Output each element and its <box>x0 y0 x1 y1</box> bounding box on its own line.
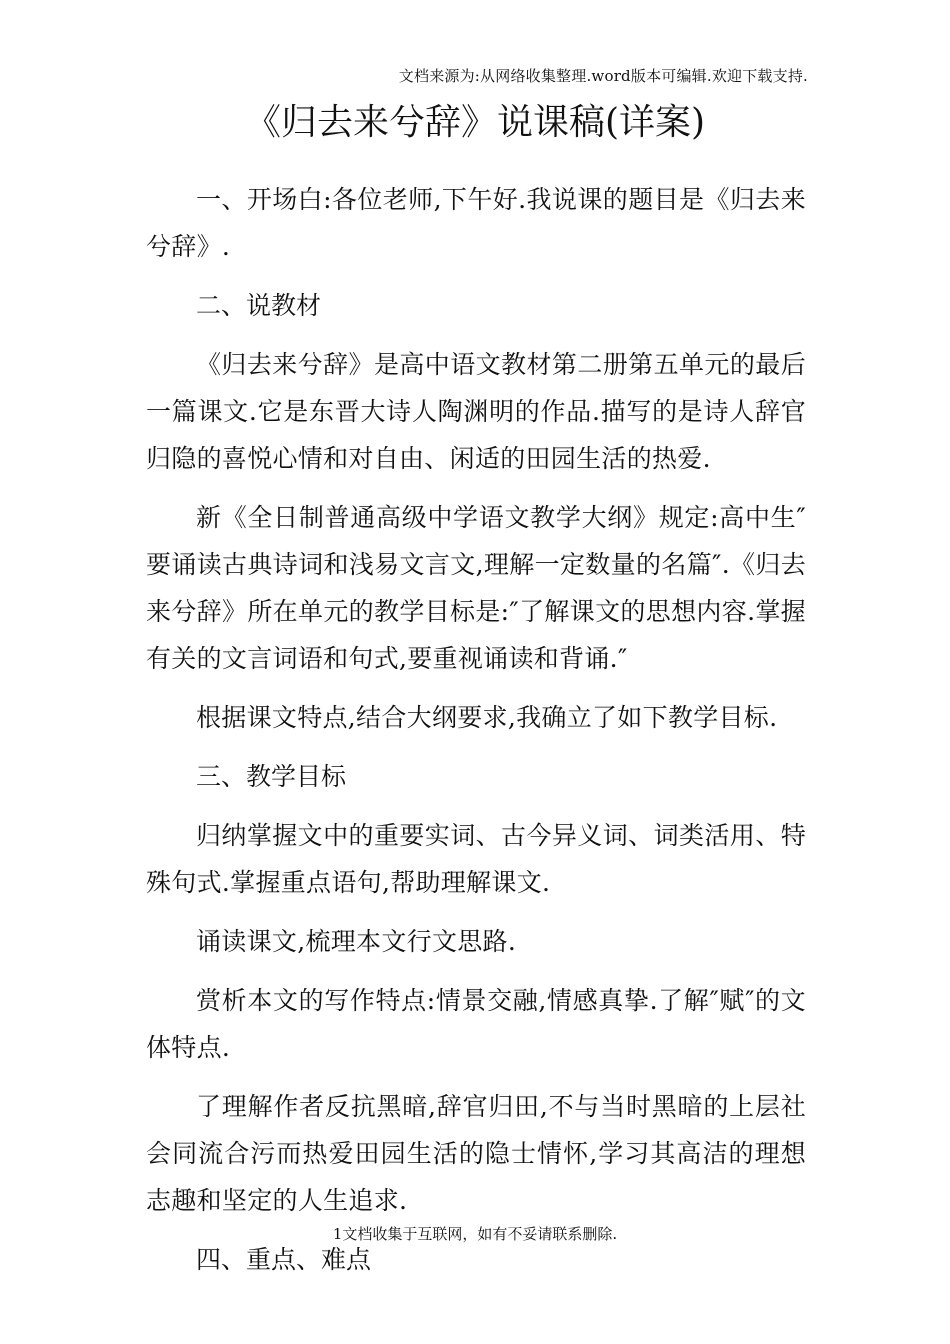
document-body <box>146 176 806 1295</box>
paragraph-goal-reading: 诵读课文,梳理本文行文思路. <box>196 927 517 956</box>
section-heading-goals: 三、教学目标 <box>196 762 347 791</box>
section-heading-key-points: 四、重点、难点 <box>196 1245 372 1274</box>
section-heading-textbook: 二、说教材 <box>196 291 322 320</box>
source-note: 文档来源为:从网络收集整理.word版本可编辑.欢迎下载支持. <box>398 67 808 85</box>
paragraph-goal-basis: 根据课文特点,结合大纲要求,我确立了如下教学目标. <box>196 703 778 732</box>
paragraph-goal-vocabulary: 归纳掌握文中的重要实词、古今异义词、词类活用、特殊句式.掌握重点语句,帮助理解课文. <box>146 821 806 897</box>
paragraph-goal-understanding: 了理解作者反抗黑暗,辞官归田,不与当时黑暗的上层社会同流合污而热爱田园生活的隐士情怀,学习其高洁的理想志趣和坚定的人生追求. <box>146 1092 806 1215</box>
paragraph-goal-appreciation: 赏析本文的写作特点:情景交融,情感真挚.了解″赋″的文体特点. <box>146 986 806 1062</box>
paragraph-opening: 一、开场白:各位老师,下午好.我说课的题目是《归去来兮辞》. <box>146 185 806 261</box>
footer-note: 1文档收集于互联网，如有不妥请联系删除. <box>332 1225 618 1243</box>
paragraph-syllabus: 新《全日制普通高级中学语文教学大纲》规定:高中生″要诵读古典诗词和浅易文言文,理解一定数量的名篇″.《归去来兮辞》所在单元的教学目标是:″了解课文的思想内容.掌握有关的文言词语和句式,要重视诵读和背诵.″ <box>146 503 806 673</box>
paragraph-textbook-intro: 《归去来兮辞》是高中语文教材第二册第五单元的最后一篇课文.它是东晋大诗人陶渊明的作品.描写的是诗人辞官归隐的喜悦心情和对自由、闲适的田园生活的热爱. <box>146 350 806 473</box>
document-title: 《归去来兮辞》说课稿(详案) <box>244 102 706 143</box>
